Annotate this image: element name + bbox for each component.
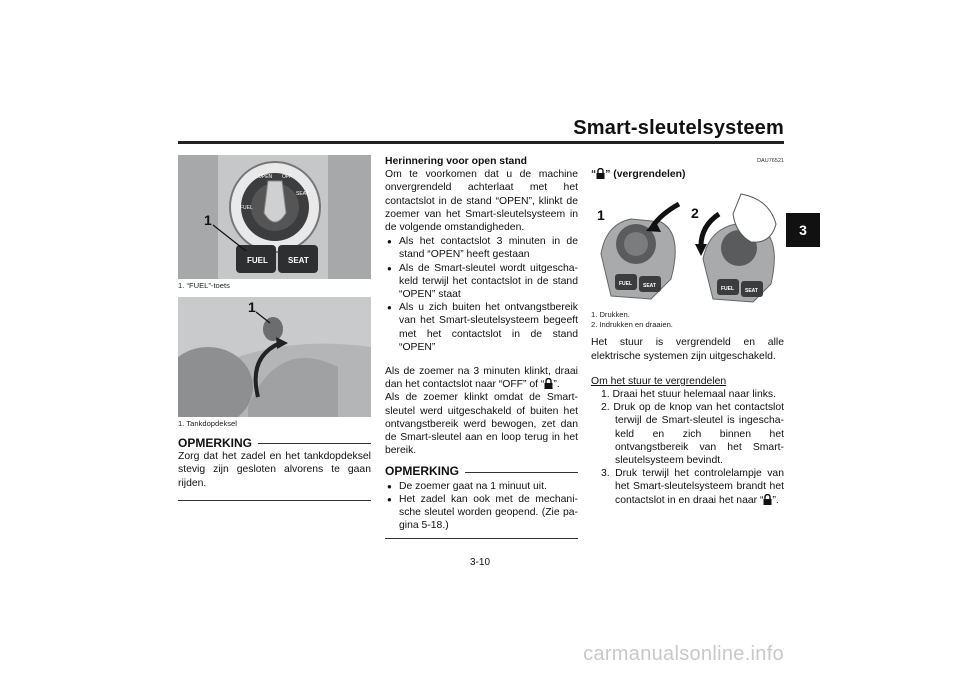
left-note-text: Zorg dat het zadel en het tankdopdeksel stevig zijn gesloten alvorens te gaan rijden. <box>178 451 371 489</box>
para1-text: Als de zoemer na 3 minuten klinkt, draai dan het contactslot naar “OFF” of “ <box>385 366 578 391</box>
middle-note-title: OPMERKING <box>385 465 578 478</box>
fuel-button-label: FUEL <box>247 256 268 265</box>
heading-suffix: ” (vergrendelen) <box>605 169 686 181</box>
fig-seat-label-left: SEAT <box>643 283 656 290</box>
seat-button-label: SEAT <box>288 256 309 265</box>
list-item: ● Als de Smart-sleutel wordt uitgeschakeld terwijl het contactslot in de stand “OPEN” staat <box>385 262 578 302</box>
tank-cap-illustration <box>178 297 371 417</box>
chapter-tab[interactable]: 3 <box>786 213 820 247</box>
fig1-caption: 1. “FUEL”-toets <box>178 281 230 290</box>
fig1-callout: 1 <box>204 212 212 228</box>
dial-label-seat: SEAT <box>296 191 309 197</box>
lock-caption-2: 2. Indrukken en draaien. <box>591 320 673 330</box>
fig2-callout: 1 <box>248 299 256 315</box>
left-note-end-rule <box>178 500 371 501</box>
list-item <box>591 467 784 507</box>
lock-procedure-figure <box>591 184 784 308</box>
page-header-title: Smart-sleutelsysteem <box>573 117 784 139</box>
tank-cap-figure <box>178 297 371 417</box>
list-item: ● Als u zich buiten het ontvangstbereik van het Smart-sleutelsysteem begeeft met het contactslot in de stand “OPEN” <box>385 301 578 354</box>
step2-callout: 2 <box>691 205 699 222</box>
left-column <box>178 155 371 501</box>
fig-seat-label-right: SEAT <box>745 288 758 295</box>
watermark[interactable]: carmanualsonline.info <box>583 643 784 665</box>
dial-label-open: OPEN <box>258 174 273 180</box>
list-item: ● Als het contactslot 3 minuten in de stand “OPEN” heeft gestaan <box>385 235 578 261</box>
fig-fuel-label-left: FUEL <box>619 281 633 288</box>
dial-label-off: OFF <box>282 174 292 180</box>
lock-intro: Het stuur is vergrendeld en alle elektrische systemen zijn uitgeschakeld. <box>591 337 784 362</box>
page-number: 3-10 <box>470 557 491 568</box>
fig-fuel-label-right: FUEL <box>721 286 735 293</box>
list-item: ● Het zadel kan ook met de mechanische sleutel worden geopend. (Zie pagina 5-18.) <box>385 493 578 533</box>
open-reminder-list <box>385 235 578 354</box>
heading-prefix: “ <box>591 169 597 181</box>
buzzer-paragraph-1 <box>385 365 578 391</box>
step3-end: ”. <box>772 494 779 506</box>
para1-end: ”. <box>553 379 560 391</box>
left-note-title: OPMERKING <box>178 437 371 450</box>
step1-callout: 1 <box>597 207 605 224</box>
right-column <box>591 155 784 507</box>
middle-note-end-rule <box>385 538 578 539</box>
list-item: 2. Druk op de knop van het contactslot terwijl de Smart-sleutel is ingeschakeld en zich binnen het ontvangstbereik van het Smart-sleutelsysteem bevindt. <box>601 402 784 467</box>
header-rule <box>178 141 784 144</box>
section-code: DAU76521 <box>757 158 784 164</box>
lock-steps <box>591 388 784 507</box>
ignition-switch-illustration <box>178 155 371 279</box>
middle-column <box>385 155 578 539</box>
lock-caption-1: 1. Drukken. <box>591 310 630 320</box>
middle-note-list <box>385 480 578 533</box>
fig2-caption: 1. Tankdopdeksel <box>178 419 237 428</box>
open-reminder-intro: Om te voorkomen dat u de machine onvergrendeld achterlaat met het contactslot in de stand “OPEN”, klinkt de zoemer van het Smart-sleutelsysteem in de volgende omstandigheden. <box>385 169 578 234</box>
buzzer-paragraph-2: Als de zoemer klinkt omdat de Smart-sleutel werd uitgeschakeld of buiten het ontvangstbereik werd bewogen, zet dan de Smart-sleutel aan en loop terug in het bereik. <box>385 392 578 457</box>
list-item: ● De zoemer gaat na 1 minuut uit. <box>385 480 578 493</box>
lock-icon <box>596 168 605 179</box>
dial-label-fuel: FUEL <box>240 205 253 211</box>
lock-section-heading <box>591 168 784 181</box>
lock-subheading: Om het stuur te vergrendelen <box>591 375 727 387</box>
fuel-button-figure <box>178 155 371 279</box>
step3-text: 3. Druk terwijl het controlelampje van het Smart-sleutelsysteem brandt het contactslot in en draai het naar “ <box>601 468 784 506</box>
lock-procedure-illustration <box>591 184 784 308</box>
open-reminder-heading: Herinnering voor open stand <box>385 156 528 167</box>
list-item: 1. Draai het stuur helemaal naar links. <box>601 389 776 401</box>
